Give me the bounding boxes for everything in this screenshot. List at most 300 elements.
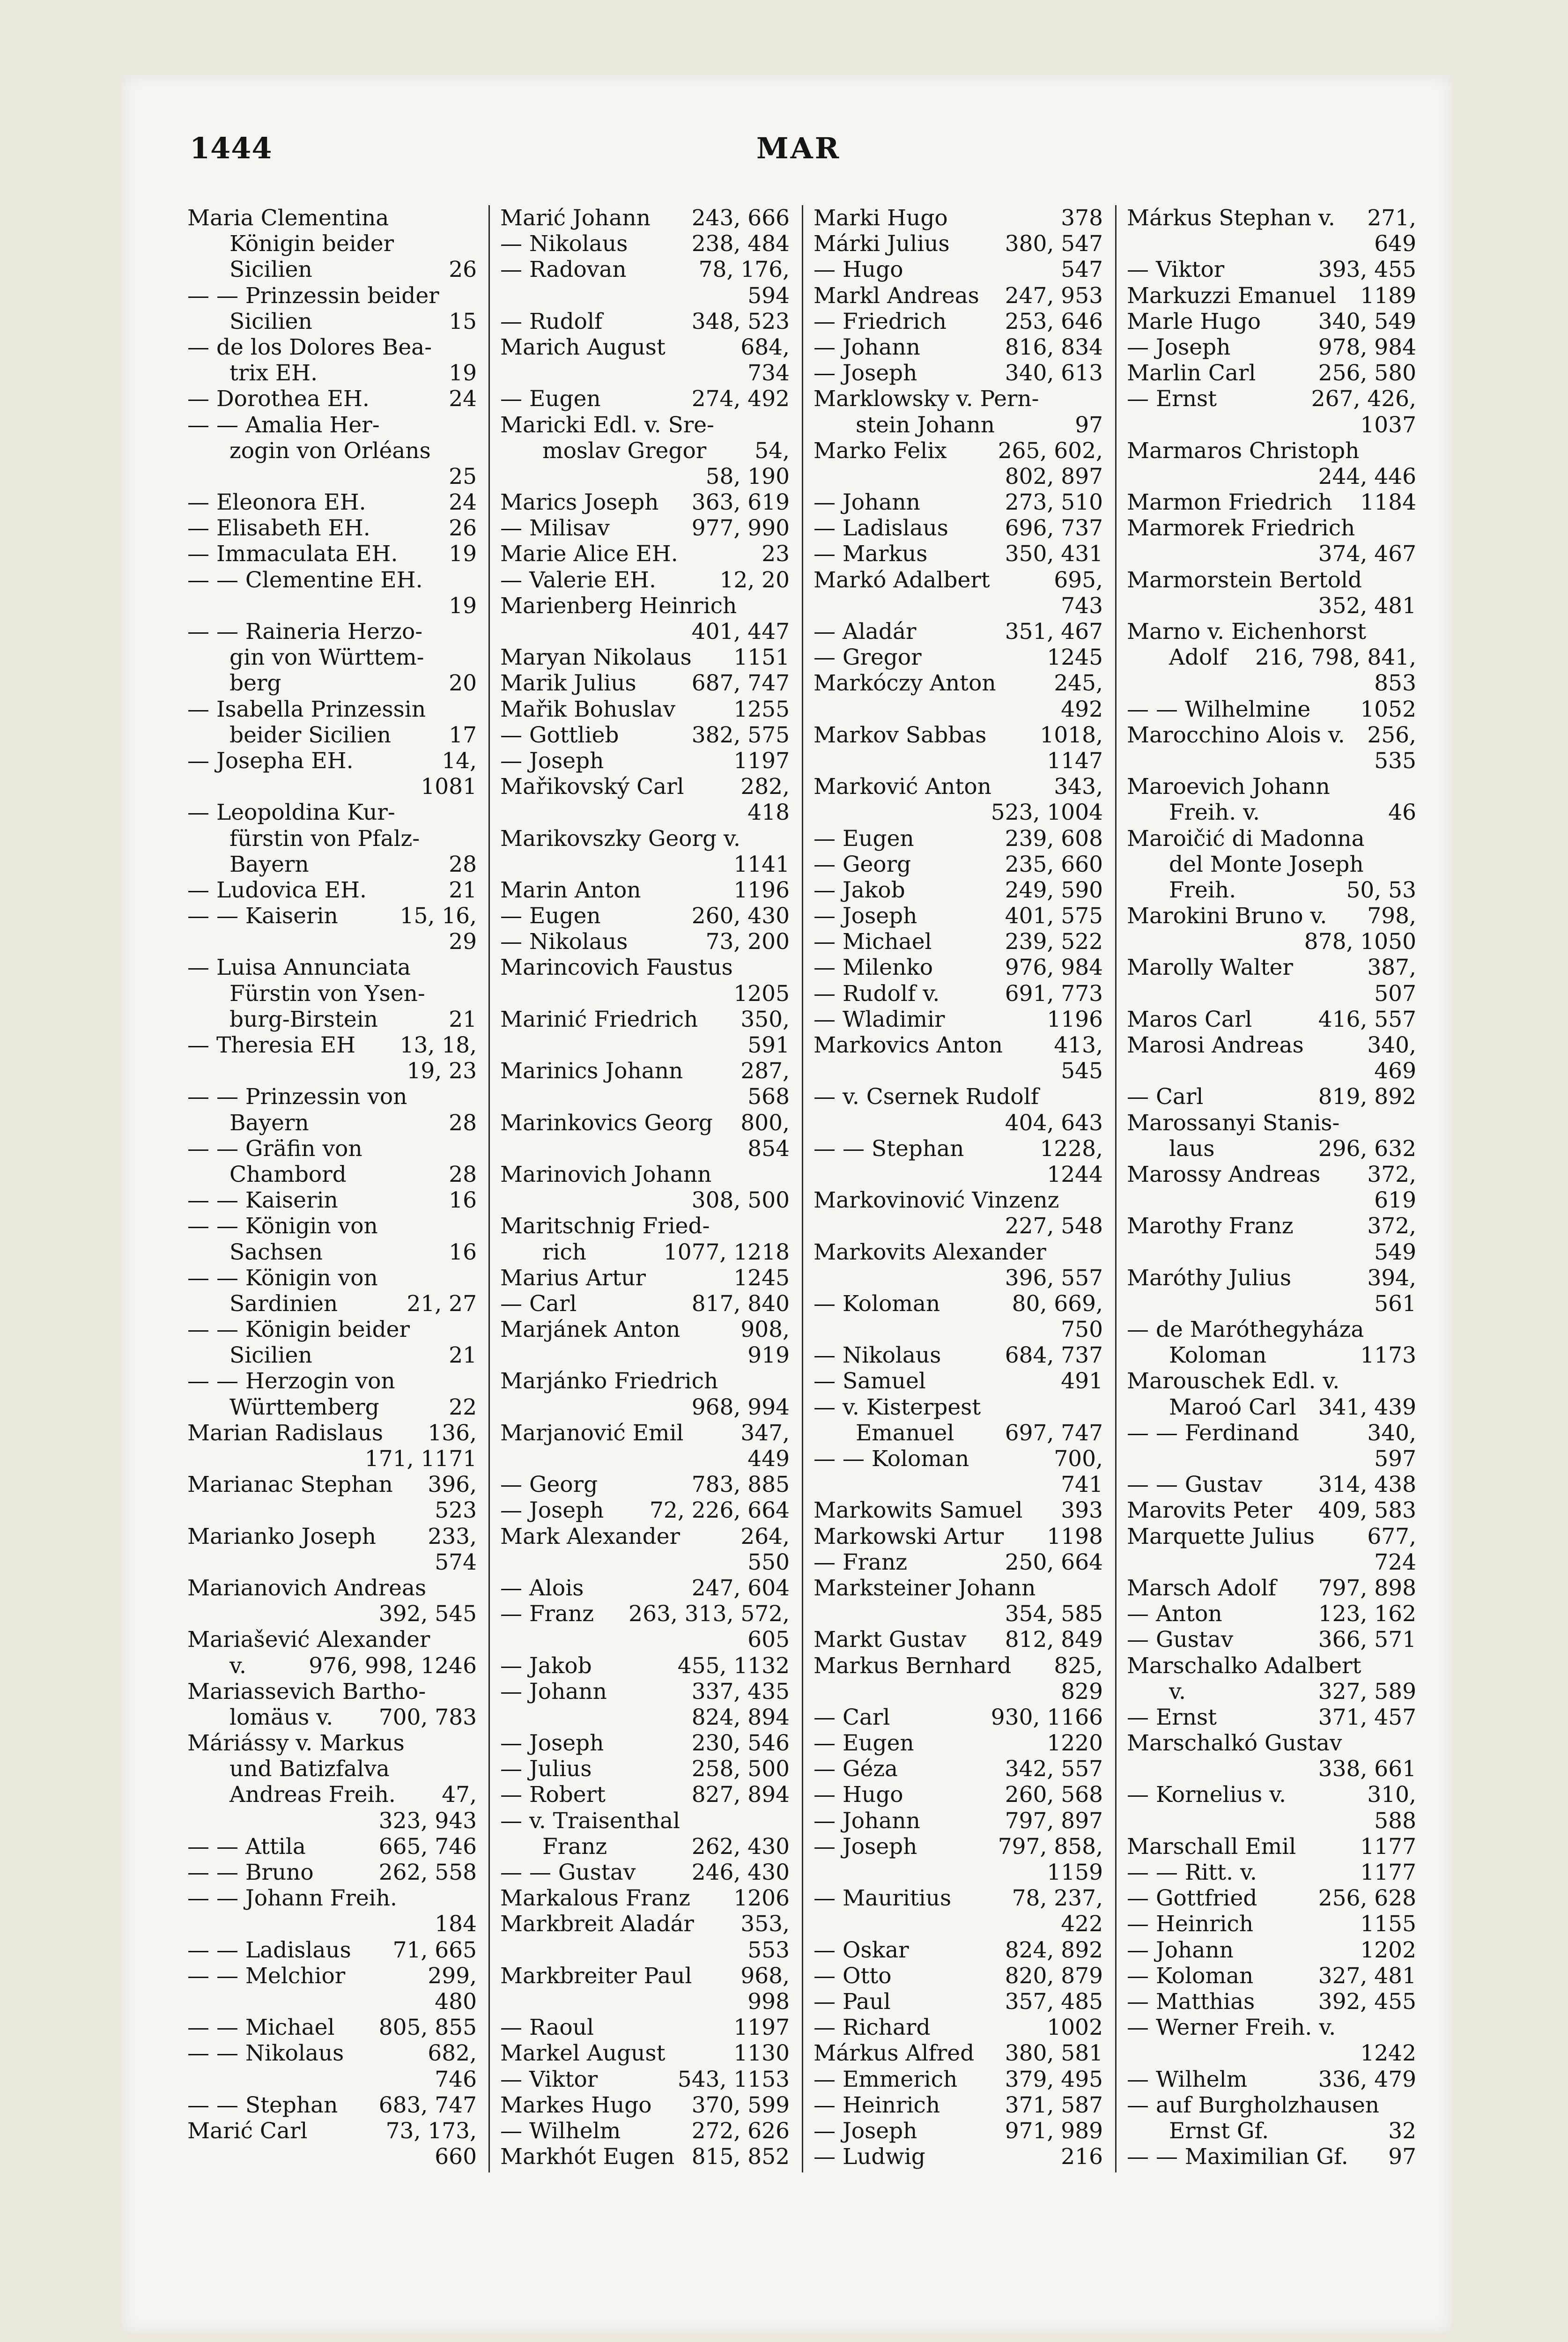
entry-page-refs: 28 bbox=[449, 1110, 477, 1136]
index-entry-line bbox=[814, 2144, 1103, 2170]
entry-name: — Johann bbox=[814, 1808, 920, 1834]
index-entry-line bbox=[1127, 877, 1416, 903]
entry-page-refs: 588 bbox=[1374, 1808, 1416, 1834]
entry-name: berg bbox=[229, 670, 281, 697]
index-entry-line bbox=[187, 1265, 477, 1291]
index-entry-line bbox=[187, 645, 477, 670]
entry-name: — Milisav bbox=[500, 515, 610, 541]
entry-name: Sicilien bbox=[229, 308, 312, 334]
index-entry-line bbox=[187, 2040, 477, 2066]
entry-page-refs: 263, 313, 572, bbox=[629, 1601, 790, 1627]
entry-name: — Gottfried bbox=[1127, 1885, 1257, 1912]
entry-page-refs: 256, 580 bbox=[1318, 360, 1416, 386]
entry-name: und Batizfalva bbox=[229, 1756, 390, 1782]
entry-page-refs: 350, bbox=[740, 1006, 790, 1032]
entry-name: Marno v. Eichenhorst bbox=[1127, 619, 1367, 645]
entry-page-refs: 968, bbox=[740, 1963, 790, 1989]
entry-page-refs: 256, bbox=[1367, 722, 1416, 748]
index-entry-line bbox=[500, 1575, 790, 1601]
entry-page-refs: 308, 500 bbox=[691, 1187, 790, 1214]
entry-page-refs: 338, 661 bbox=[1318, 1756, 1416, 1782]
index-entry-line bbox=[500, 1782, 790, 1808]
index-entry-line bbox=[500, 1084, 790, 1110]
index-entry-line bbox=[1127, 1265, 1416, 1291]
index-entry-line bbox=[1127, 1007, 1416, 1032]
entry-page-refs: 380, 547 bbox=[1005, 231, 1103, 257]
index-entry-line bbox=[500, 489, 790, 515]
entry-name: — — Kaiserin bbox=[187, 903, 338, 929]
entry-page-refs: 1002 bbox=[1047, 2015, 1103, 2041]
entry-name: — — Maximilian Gf. bbox=[1127, 2144, 1348, 2170]
index-entry-line bbox=[814, 464, 1103, 489]
entry-page-refs: 971, 989 bbox=[1005, 2118, 1103, 2144]
index-entry-line bbox=[1127, 1627, 1416, 1653]
entry-page-refs: 677, bbox=[1367, 1523, 1416, 1549]
entry-page-refs: 1196 bbox=[1047, 1006, 1103, 1032]
index-entry-line bbox=[187, 2144, 477, 2170]
index-entry-line bbox=[1127, 412, 1416, 438]
index-entry-line bbox=[814, 1084, 1103, 1110]
entry-name: — Dorothea EH. bbox=[187, 386, 370, 412]
entry-name: — — Prinzessin von bbox=[187, 1084, 407, 1110]
index-entry-line bbox=[187, 1239, 477, 1265]
entry-name: Maroevich Johann bbox=[1127, 774, 1330, 800]
index-entry-line bbox=[500, 515, 790, 541]
index-entry-line bbox=[1127, 2144, 1416, 2170]
entry-page-refs: 271, bbox=[1367, 205, 1416, 231]
index-entry-line bbox=[500, 619, 790, 645]
index-entry-line bbox=[1127, 515, 1416, 541]
entry-page-refs: 392, 455 bbox=[1318, 1988, 1416, 2015]
index-entry-line bbox=[187, 1058, 477, 1084]
entry-page-refs: 26 bbox=[449, 515, 477, 541]
entry-name: — Ernst bbox=[1127, 386, 1217, 412]
index-entry-line bbox=[187, 1705, 477, 1730]
index-entry-line bbox=[814, 670, 1103, 696]
index-entry-line bbox=[500, 334, 790, 360]
index-entry-line bbox=[500, 1860, 790, 1885]
index-entry-line bbox=[500, 1989, 790, 2015]
index-entry-line bbox=[500, 567, 790, 593]
entry-name: Markowski Artur bbox=[814, 1523, 1004, 1549]
entry-page-refs: 287, bbox=[740, 1058, 790, 1084]
index-entry-line bbox=[500, 386, 790, 412]
index-entry-line bbox=[187, 2118, 477, 2144]
index-entry-line bbox=[1127, 1420, 1416, 1446]
entry-name: Markhót Eugen bbox=[500, 2144, 675, 2170]
index-entry-line bbox=[187, 981, 477, 1007]
entry-page-refs: 249, 590 bbox=[1005, 877, 1103, 903]
entry-page-refs: 416, 557 bbox=[1318, 1006, 1416, 1032]
entry-page-refs: 136, bbox=[428, 1420, 477, 1446]
index-entry-line bbox=[187, 1575, 477, 1601]
entry-page-refs: 561 bbox=[1374, 1290, 1416, 1317]
index-entry-line bbox=[500, 2118, 790, 2144]
entry-page-refs: 372, bbox=[1367, 1213, 1416, 1239]
index-entry-line bbox=[500, 1291, 790, 1317]
entry-name: Marinics Johann bbox=[500, 1058, 683, 1084]
entry-page-refs: 21 bbox=[449, 1342, 477, 1369]
index-entry-line bbox=[1127, 903, 1416, 929]
index-entry-line bbox=[1127, 1782, 1416, 1808]
entry-page-refs: 97 bbox=[1075, 412, 1103, 438]
index-entry-line bbox=[187, 774, 477, 800]
entry-name: Marksteiner Johann bbox=[814, 1575, 1036, 1601]
entry-page-refs: 700, 783 bbox=[378, 1704, 477, 1730]
entry-name: — Wilhelm bbox=[1127, 2066, 1248, 2092]
entry-page-refs: 371, 587 bbox=[1005, 2092, 1103, 2118]
index-entry-line bbox=[500, 1627, 790, 1653]
index-entry-line bbox=[187, 1653, 477, 1679]
index-entry-line bbox=[187, 1937, 477, 1963]
entry-page-refs: 265, 602, bbox=[998, 437, 1103, 464]
index-entry-line bbox=[814, 567, 1103, 593]
entry-page-refs: 54, bbox=[754, 437, 790, 464]
entry-page-refs: 547 bbox=[1061, 257, 1103, 283]
entry-page-refs: 342, 557 bbox=[1005, 1756, 1103, 1782]
index-entry-line bbox=[814, 619, 1103, 645]
entry-page-refs: 480 bbox=[435, 1988, 477, 2015]
entry-name: — Nikolaus bbox=[500, 231, 628, 257]
index-entry-line bbox=[187, 1187, 477, 1213]
index-entry-line bbox=[500, 1446, 790, 1472]
index-entry-line bbox=[1127, 826, 1416, 852]
index-entry-line bbox=[814, 1705, 1103, 1730]
entry-name: Marouschek Edl. v. bbox=[1127, 1368, 1340, 1394]
entry-name: — de Maróthegyháza bbox=[1127, 1317, 1364, 1343]
index-entry-line bbox=[187, 1549, 477, 1575]
entry-page-refs: 97 bbox=[1388, 2144, 1416, 2170]
entry-page-refs: 244, 446 bbox=[1318, 463, 1416, 489]
index-entry-line bbox=[1127, 1705, 1416, 1730]
index-entry-line bbox=[1127, 205, 1416, 231]
entry-page-refs: 401, 575 bbox=[1005, 903, 1103, 929]
entry-page-refs: 684, 737 bbox=[1005, 1342, 1103, 1369]
index-entry-line bbox=[814, 2015, 1103, 2040]
entry-name: Marmorstein Bertold bbox=[1127, 567, 1362, 593]
index-entry-line bbox=[814, 1989, 1103, 2015]
entry-name: Marolly Walter bbox=[1127, 955, 1293, 981]
entry-page-refs: 1052 bbox=[1360, 696, 1416, 722]
entry-page-refs: 409, 583 bbox=[1318, 1497, 1416, 1524]
index-entry-line bbox=[814, 1911, 1103, 1937]
entry-page-refs: 350, 431 bbox=[1005, 541, 1103, 567]
entry-page-refs: 783, 885 bbox=[691, 1472, 790, 1498]
index-entry-line bbox=[187, 1317, 477, 1342]
entry-name: Markóczy Anton bbox=[814, 670, 996, 697]
entry-page-refs: 523 bbox=[435, 1497, 477, 1524]
index-entry-line bbox=[814, 593, 1103, 619]
entry-name: — Nikolaus bbox=[500, 929, 628, 955]
entry-page-refs: 507 bbox=[1374, 980, 1416, 1007]
index-entry-line bbox=[814, 1627, 1103, 1653]
index-entry-line bbox=[1127, 1110, 1416, 1136]
entry-name: — Georg bbox=[500, 1472, 598, 1498]
entry-page-refs: 619 bbox=[1374, 1187, 1416, 1214]
entry-page-refs: 15 bbox=[449, 308, 477, 334]
entry-name: — Elisabeth EH. bbox=[187, 515, 370, 541]
entry-name: — Wilhelm bbox=[500, 2118, 621, 2144]
index-entry-line bbox=[500, 1497, 790, 1523]
index-entry-line bbox=[1127, 619, 1416, 645]
index-entry-line bbox=[500, 1808, 790, 1834]
index-entry-line bbox=[1127, 283, 1416, 309]
index-entry-line bbox=[1127, 670, 1416, 696]
entry-name: Marinić Friedrich bbox=[500, 1006, 698, 1032]
index-entry-line bbox=[814, 903, 1103, 929]
entry-name: — Franz bbox=[500, 1601, 594, 1627]
entry-page-refs: 1077, 1218 bbox=[663, 1239, 790, 1265]
index-entry-line bbox=[1127, 1472, 1416, 1497]
entry-page-refs: 264, bbox=[740, 1523, 790, 1549]
index-entry-line bbox=[814, 1446, 1103, 1472]
entry-page-refs: 253, 646 bbox=[1005, 308, 1103, 334]
index-entry-line bbox=[187, 1446, 477, 1472]
index-entry-line bbox=[187, 541, 477, 567]
entry-name: Marienberg Heinrich bbox=[500, 593, 737, 619]
entry-page-refs: 930, 1166 bbox=[991, 1704, 1103, 1730]
index-entry-line bbox=[1127, 1317, 1416, 1342]
entry-name: — Jakob bbox=[500, 1653, 592, 1679]
index-entry-line bbox=[814, 955, 1103, 980]
index-entry-line bbox=[500, 903, 790, 929]
entry-page-refs: 19 bbox=[449, 360, 477, 386]
entry-name: — — Johann Freih. bbox=[187, 1885, 397, 1912]
entry-name: Marianovich Andreas bbox=[187, 1575, 427, 1601]
entry-name: Marossy Andreas bbox=[1127, 1161, 1321, 1187]
entry-page-refs: 597 bbox=[1374, 1446, 1416, 1472]
index-entry-line bbox=[187, 722, 477, 748]
entry-page-refs: 78, 237, bbox=[1012, 1885, 1103, 1912]
index-entry-line bbox=[500, 1317, 790, 1342]
entry-name: — Viktor bbox=[500, 2066, 598, 2092]
entry-name: Marinovich Johann bbox=[500, 1161, 712, 1187]
entry-name: Marik Julius bbox=[500, 670, 636, 697]
index-entry-line bbox=[814, 1368, 1103, 1394]
entry-page-refs: 78, 176, bbox=[698, 257, 790, 283]
index-entry-line bbox=[500, 670, 790, 696]
index-entry-line bbox=[1127, 2067, 1416, 2092]
entry-name: — Hugo bbox=[814, 1782, 903, 1808]
index-entry-line bbox=[187, 1730, 477, 1756]
entry-name: Adolf bbox=[1169, 645, 1228, 671]
entry-name: Marklowsky v. Pern- bbox=[814, 386, 1039, 412]
entry-page-refs: 379, 495 bbox=[1005, 2066, 1103, 2092]
entry-page-refs: 32 bbox=[1388, 2118, 1416, 2144]
entry-page-refs: 741 bbox=[1061, 1472, 1103, 1498]
index-entry-line bbox=[187, 1834, 477, 1860]
index-entry-line bbox=[1127, 1394, 1416, 1420]
entry-page-refs: 816, 834 bbox=[1005, 334, 1103, 360]
entry-page-refs: 393 bbox=[1061, 1497, 1103, 1524]
entry-page-refs: 184 bbox=[435, 1911, 477, 1937]
index-entry-line bbox=[187, 748, 477, 774]
entry-name: — — Attila bbox=[187, 1833, 306, 1860]
column-rule bbox=[802, 205, 803, 2172]
entry-name: Marschall Emil bbox=[1127, 1833, 1296, 1860]
entry-name: Württemberg bbox=[229, 1394, 379, 1420]
entry-name: — Eugen bbox=[500, 903, 601, 929]
entry-name: — v. Csernek Rudolf bbox=[814, 1084, 1039, 1110]
entry-page-refs: 347, bbox=[740, 1420, 790, 1446]
entry-name: Marki Hugo bbox=[814, 205, 948, 231]
entry-page-refs: 274, 492 bbox=[691, 386, 790, 412]
entry-name: Markowits Samuel bbox=[814, 1497, 1023, 1524]
entry-name: — — Koloman bbox=[814, 1446, 969, 1472]
entry-name: — Joseph bbox=[500, 1497, 604, 1524]
entry-name: — Rudolf bbox=[500, 308, 603, 334]
index-entry-line bbox=[500, 205, 790, 231]
entry-name: — Carl bbox=[1127, 1084, 1204, 1110]
entry-name: Marincovich Faustus bbox=[500, 955, 733, 981]
entry-page-refs: 26 bbox=[449, 257, 477, 283]
index-entry-line bbox=[1127, 464, 1416, 489]
entry-page-refs: 370, 599 bbox=[691, 2092, 790, 2118]
index-entry-line bbox=[814, 205, 1103, 231]
index-entry-line bbox=[814, 2092, 1103, 2118]
entry-page-refs: 591 bbox=[747, 1032, 790, 1058]
entry-name: fürstin von Pfalz- bbox=[229, 825, 420, 852]
entry-page-refs: 605 bbox=[747, 1627, 790, 1653]
entry-name: Markovits Alexander bbox=[814, 1239, 1046, 1265]
entry-page-refs: 815, 852 bbox=[691, 2144, 790, 2170]
entry-name: — Friedrich bbox=[814, 308, 947, 334]
index-entry-line bbox=[187, 697, 477, 722]
entry-name: Maroó Carl bbox=[1169, 1394, 1296, 1420]
index-entry-line bbox=[1127, 2040, 1416, 2066]
index-entry-line bbox=[187, 619, 477, 645]
index-entry-line bbox=[187, 1601, 477, 1627]
index-entry-line bbox=[500, 1911, 790, 1937]
index-entry-line bbox=[1127, 774, 1416, 800]
index-entry-line bbox=[814, 438, 1103, 464]
index-entry-line bbox=[814, 283, 1103, 309]
index-entry-line bbox=[1127, 852, 1416, 877]
entry-page-refs: 1081 bbox=[421, 774, 477, 800]
entry-page-refs: 262, 430 bbox=[691, 1833, 790, 1860]
entry-page-refs: 80, 669, bbox=[1012, 1290, 1103, 1317]
index-entry-line bbox=[500, 1834, 790, 1860]
index-entry-line bbox=[1127, 1860, 1416, 1885]
index-entry-line bbox=[1127, 1963, 1416, 1989]
entry-page-refs: 341, 439 bbox=[1318, 1394, 1416, 1420]
index-entry-line bbox=[187, 1911, 477, 1937]
index-entry-line bbox=[814, 645, 1103, 670]
entry-name: — Paul bbox=[814, 1988, 891, 2015]
index-entry-line bbox=[187, 1860, 477, 1885]
entry-page-refs: 21 bbox=[449, 877, 477, 903]
index-column-2 bbox=[500, 205, 790, 2172]
entry-page-refs: 394, bbox=[1367, 1265, 1416, 1291]
entry-page-refs: 396, 557 bbox=[1005, 1265, 1103, 1291]
entry-page-refs: 1197 bbox=[733, 748, 790, 774]
index-entry-line bbox=[500, 593, 790, 619]
entry-page-refs: 1177 bbox=[1360, 1860, 1416, 1885]
index-entry-line bbox=[500, 2144, 790, 2170]
entry-page-refs: 1198 bbox=[1047, 1523, 1103, 1549]
entry-page-refs: 1037 bbox=[1360, 412, 1416, 438]
entry-name: — — Gräfin von bbox=[187, 1135, 362, 1162]
index-entry-line bbox=[187, 1627, 477, 1653]
entry-name: Fürstin von Ysen- bbox=[229, 980, 425, 1007]
entry-page-refs: 535 bbox=[1374, 748, 1416, 774]
entry-name: — Richard bbox=[814, 2015, 931, 2041]
entry-page-refs: 19 bbox=[449, 541, 477, 567]
index-entry-line bbox=[814, 1136, 1103, 1162]
entry-page-refs: 260, 568 bbox=[1005, 1782, 1103, 1808]
entry-page-refs: 21, 27 bbox=[407, 1290, 477, 1317]
entry-page-refs: 1206 bbox=[733, 1885, 790, 1912]
entry-name: — Georg bbox=[814, 851, 911, 877]
entry-name: — — Prinzessin beider bbox=[187, 282, 439, 309]
entry-name: Marić Johann bbox=[500, 205, 651, 231]
index-entry-line bbox=[1127, 2092, 1416, 2118]
entry-page-refs: 1244 bbox=[1047, 1161, 1103, 1187]
entry-page-refs: 523, 1004 bbox=[991, 800, 1103, 826]
entry-page-refs: 323, 943 bbox=[378, 1808, 477, 1834]
index-entry-line bbox=[187, 1342, 477, 1368]
index-entry-line bbox=[187, 800, 477, 825]
index-entry-line bbox=[187, 1808, 477, 1834]
entry-page-refs: 15, 16, bbox=[399, 903, 477, 929]
index-entry-line bbox=[814, 1808, 1103, 1834]
entry-page-refs: 1184 bbox=[1360, 489, 1416, 516]
index-entry-line bbox=[814, 1601, 1103, 1627]
entry-name: Andreas Freih. bbox=[229, 1782, 396, 1808]
index-entry-line bbox=[814, 1420, 1103, 1446]
entry-page-refs: 282, bbox=[740, 774, 790, 800]
entry-page-refs: 543, 1153 bbox=[677, 2066, 790, 2092]
entry-name: Maróthy Julius bbox=[1127, 1265, 1292, 1291]
entry-page-refs: 550 bbox=[747, 1549, 790, 1575]
entry-page-refs: 750 bbox=[1061, 1317, 1103, 1343]
entry-page-refs: 691, 773 bbox=[1005, 980, 1103, 1007]
entry-page-refs: 418 bbox=[747, 800, 790, 826]
index-entry-line bbox=[814, 1524, 1103, 1549]
index-entry-line bbox=[814, 929, 1103, 955]
entry-name: Marlin Carl bbox=[1127, 360, 1256, 386]
index-entry-line bbox=[187, 334, 477, 360]
entry-name: stein Johann bbox=[856, 412, 995, 438]
entry-page-refs: 262, 558 bbox=[378, 1860, 477, 1885]
entry-name: — Gottlieb bbox=[500, 722, 619, 748]
index-entry-line bbox=[500, 774, 790, 800]
entry-page-refs: 1173 bbox=[1360, 1342, 1416, 1369]
index-entry-line bbox=[1127, 929, 1416, 955]
index-entry-line bbox=[814, 541, 1103, 567]
index-entry-line bbox=[814, 386, 1103, 412]
entry-name: Freih. v. bbox=[1169, 800, 1260, 826]
entry-page-refs: 24 bbox=[449, 386, 477, 412]
index-entry-line bbox=[1127, 1524, 1416, 1549]
entry-page-refs: 413, bbox=[1054, 1032, 1103, 1058]
entry-page-refs: 340, 549 bbox=[1318, 308, 1416, 334]
entry-name: Márkus Alfred bbox=[814, 2040, 975, 2067]
entry-page-refs: 216 bbox=[1061, 2144, 1103, 2170]
entry-name: Mariašević Alexander bbox=[187, 1627, 430, 1653]
entry-page-refs: 272, 626 bbox=[691, 2118, 790, 2144]
entry-page-refs: 976, 984 bbox=[1005, 955, 1103, 981]
index-entry-line bbox=[187, 929, 477, 955]
entry-page-refs: 327, 589 bbox=[1318, 1678, 1416, 1705]
entry-name: — Leopoldina Kur- bbox=[187, 800, 395, 826]
entry-page-refs: 1245 bbox=[1047, 645, 1103, 671]
entry-name: — — Clementine EH. bbox=[187, 567, 423, 593]
index-entry-line bbox=[187, 2067, 477, 2092]
index-entry-line bbox=[814, 826, 1103, 852]
index-entry-line bbox=[1127, 489, 1416, 515]
index-entry-line bbox=[187, 1472, 477, 1497]
